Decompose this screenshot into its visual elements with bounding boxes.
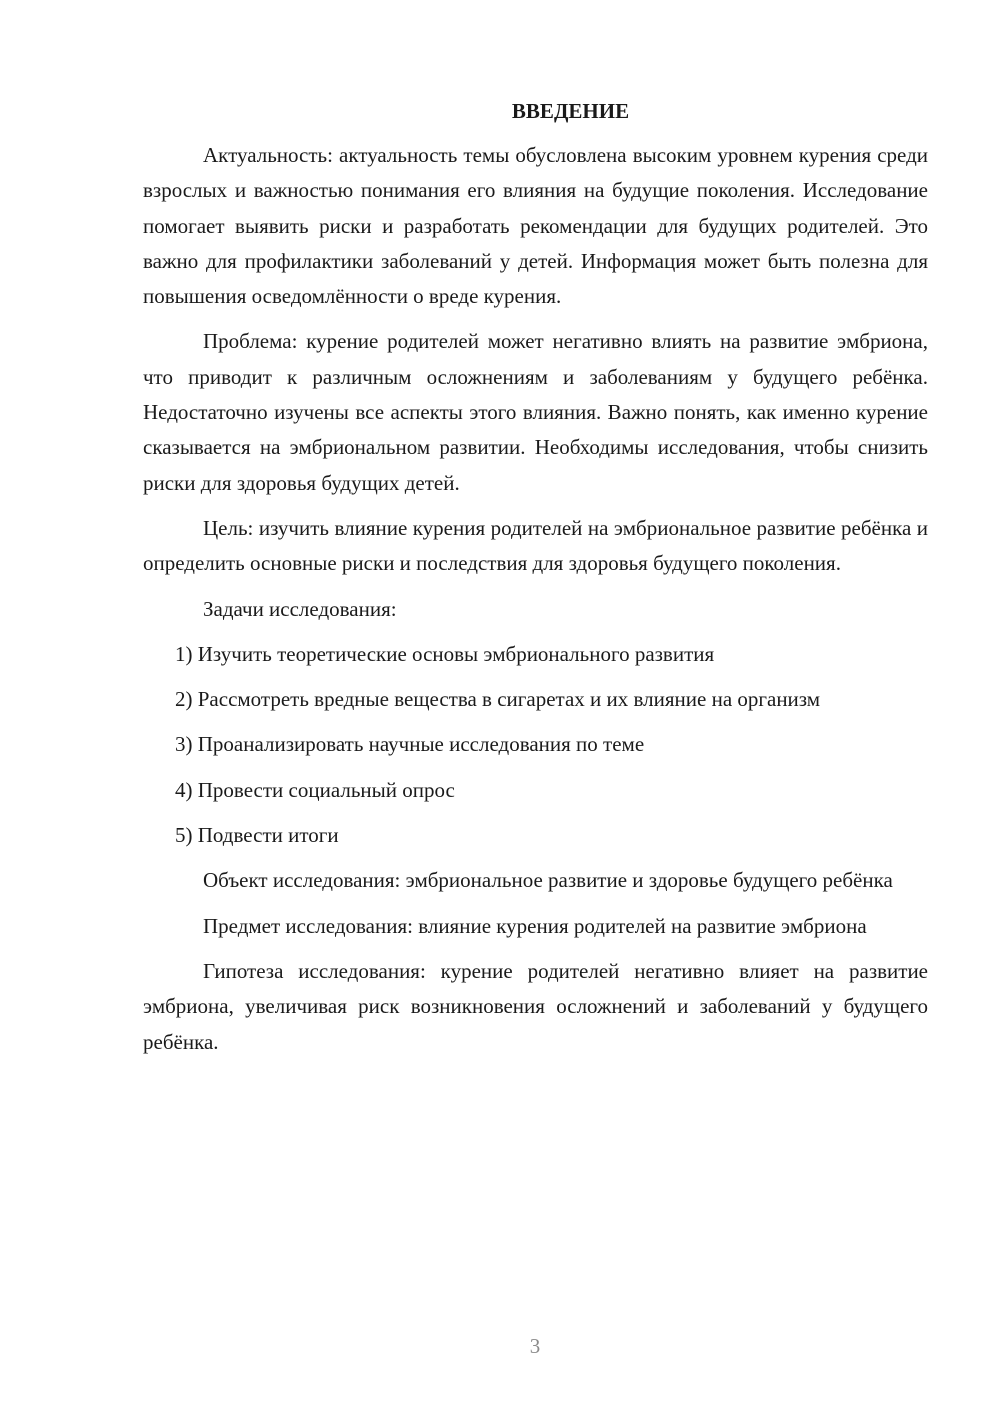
paragraph-goal: Цель: изучить влияние курения родителей на эмбриональное развитие ребёнка и определить основные риски и последствия для здоровья будущего поколения. bbox=[143, 515, 928, 576]
paragraph-hypothesis: Гипотеза исследования: курение родителей негативно влияет на развитие эмбриона, увеличивая риск возникновения осложнений и заболеваний у будущего ребёнка. bbox=[143, 958, 928, 1054]
paragraph-subject: Предмет исследования: влияние курения родителей на развитие эмбриона bbox=[203, 913, 867, 938]
page-content bbox=[143, 96, 928, 1070]
paragraph-relevance: Актуальность: актуальность темы обусловлена высоким уровнем курения среди взрослых и важностью понимания его влияния на будущие поколения. Исследование помогает выявить риски и разработать рекомендации для будущих родителей. Это важно для профилактики заболеваний у детей. Информация может быть полезна для повышения осведомлённости о вреде курения. bbox=[143, 143, 928, 309]
task-item: 4) Провести социальный опрос bbox=[175, 777, 455, 802]
tasks-heading: Задачи исследования: bbox=[203, 596, 397, 621]
paragraph-object: Объект исследования: эмбриональное развитие и здоровье будущего ребёнка bbox=[203, 868, 893, 893]
task-item: 1) Изучить теоретические основы эмбрионального развития bbox=[175, 641, 715, 666]
paragraph-problem: Проблема: курение родителей может негативно влиять на развитие эмбриона, что приводит к различным осложнениям и заболеваниям у будущего ребёнка. Недостаточно изучены все аспекты этого влияния. Важно понять, как именно курение сказывается на эмбриональном развитии. Необходимы исследования, чтобы снизить риски для здоровья будущих детей. bbox=[143, 329, 928, 495]
task-item: 5) Подвести итоги bbox=[175, 823, 339, 848]
page-number: 3 bbox=[529, 1334, 541, 1358]
page-title: ВВЕДЕНИЕ bbox=[511, 99, 630, 123]
task-item: 2) Рассмотреть вредные вещества в сигаретах и их влияние на организм bbox=[175, 687, 821, 712]
task-item: 3) Проанализировать научные исследования по теме bbox=[175, 732, 645, 757]
